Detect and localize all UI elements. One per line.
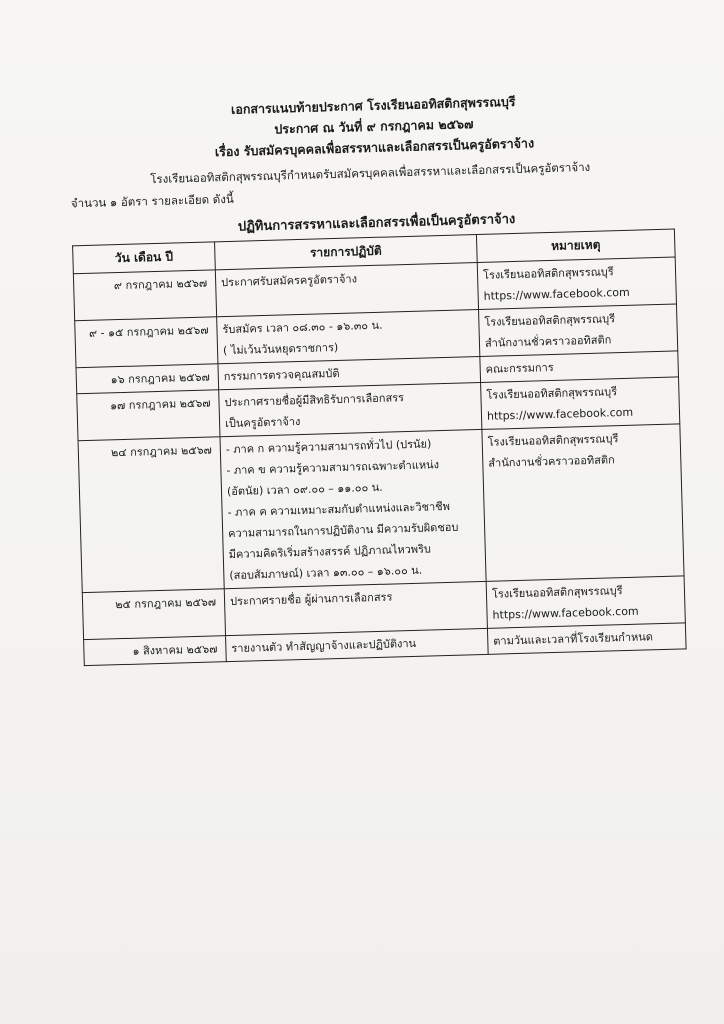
note-line: โรงเรียนออทิสติกสุพรรณบุรี [487, 432, 619, 449]
task-line: รับสมัคร เวลา ๐๘.๓๐ - ๑๖.๓๐ น. [222, 318, 383, 337]
task-line: กรรมการตรวจคุณสมบัติ [223, 366, 340, 384]
table-title: ปฏิทินการสรรหาและเลือกสรรเพื่อเป็นครูอัตราจ้าง [237, 211, 516, 235]
row-date: ๒๔ กรกฎาคม ๒๕๖๗ [78, 437, 224, 593]
task-line: - ภาค ค ความเหมาะสมกับตำแหน่งและวิชาชีพ [227, 499, 451, 520]
table-body [73, 257, 686, 666]
row-tasks [215, 263, 478, 317]
row-date: ๑๖ กรกฎาคม ๒๕๖๗ [76, 364, 219, 394]
intro-line-1: โรงเรียนออทิสติกสุพรรณบุรีกำหนดรับสมัครบุคคลเพื่อสรรหาและเลือกสรรเป็นครูอัตราจ้าง [150, 159, 591, 187]
task-line: - ภาค ก ความรู้ความสามารถทั่วไป (ปรนัย) [225, 437, 432, 457]
task-line: ประกาศรายชื่อผู้มีสิทธิรับการเลือกสรร [224, 391, 405, 410]
table-row [78, 424, 684, 593]
row-tasks [217, 309, 480, 363]
row-tasks [220, 429, 486, 588]
task-line: ประกาศรายชื่อ ผู้ผ่านการเลือกสรร [229, 590, 393, 609]
task-line: ความสามารถในการปฏิบัติงาน มีความรับผิดชอบ [228, 520, 459, 541]
column-header-tasks: รายการปฏิบัติ [215, 235, 478, 270]
note-line: https://www.facebook.com [483, 285, 630, 303]
row-notes [487, 623, 686, 655]
row-notes [482, 424, 684, 581]
document-header [68, 86, 680, 166]
task-line: ประกาศรับสมัครครูอัตราจ้าง [221, 272, 358, 290]
note-line: https://www.facebook.com [486, 405, 634, 423]
row-date: ๑ สิงหาคม ๒๕๖๗ [84, 636, 227, 666]
row-date: ๙ - ๑๕ กรกฎาคม ๒๕๖๗ [75, 317, 218, 368]
row-tasks [219, 382, 482, 436]
task-line: มีความคิดริเริ่มสร้างสรรค์ ปฏิภาณไหวพริบ [228, 542, 432, 562]
note-line: โรงเรียนออทิสติกสุพรรณบุรี [482, 265, 614, 282]
note-line: โรงเรียนออทิสติกสุพรรณบุรี [486, 385, 618, 402]
header-date-line: ประกาศ ณ วันที่ ๙ กรกฎาคม ๒๕๖๗ [274, 116, 474, 137]
header-attachment-line: เอกสารแนบท้ายประกาศ โรงเรียนออทิสติกสุพรรณบุรี [230, 93, 516, 117]
task-line: - ภาค ข ความรู้ความสามารถเฉพาะตำแหน่ง [226, 458, 440, 478]
note-line: สำนักงานชั่วคราวออทิสติก [484, 333, 612, 350]
task-line: รายงานตัว ทำสัญญาจ้างและปฏิบัติงาน [231, 636, 417, 656]
row-notes [479, 304, 678, 357]
document-body [68, 86, 693, 666]
note-line: โรงเรียนออทิสติกสุพรรณบุรี [491, 584, 623, 601]
note-line: คณะกรรมการ [485, 360, 554, 376]
schedule-table [72, 228, 687, 666]
intro-line-2: จำนวน ๑ อัตรา รายละเอียด ดังนี้ [70, 191, 234, 211]
row-notes [481, 377, 680, 430]
row-date: ๑๗ กรกฎาคม ๒๕๖๗ [77, 390, 220, 441]
note-line: โรงเรียนออทิสติกสุพรรณบุรี [484, 312, 616, 329]
row-notes [477, 257, 676, 310]
task-line: (สอบสัมภาษณ์) เวลา ๑๓.๐๐ – ๑๖.๐๐ น. [229, 563, 423, 583]
task-line: ( ไม่เว้นวันหยุดราชการ) [222, 340, 339, 358]
note-line: สำนักงานชั่วคราวออทิสติก [488, 453, 615, 470]
row-date: ๒๕ กรกฎาคม ๒๕๖๗ [82, 589, 225, 640]
note-line: https://www.facebook.com [492, 604, 639, 622]
row-notes [486, 576, 685, 629]
note-line: ตามวันและเวลาที่โรงเรียนกำหนด [493, 630, 654, 648]
row-tasks [224, 581, 487, 635]
header-subject-line: เรื่อง รับสมัครบุคคลเพื่อสรรหาและเลือกสรรเป็นครูอัตราจ้าง [214, 135, 535, 160]
task-line: (อัตนัย) เวลา ๐๙.๐๐ – ๑๑.๐๐ น. [226, 480, 383, 499]
task-line: เป็นครูอัตราจ้าง [224, 415, 301, 431]
row-date: ๙ กรกฎาคม ๒๕๖๗ [73, 270, 216, 321]
column-header-date: วัน เดือน ปี [73, 242, 216, 274]
column-header-notes: หมายเหตุ [476, 229, 675, 263]
